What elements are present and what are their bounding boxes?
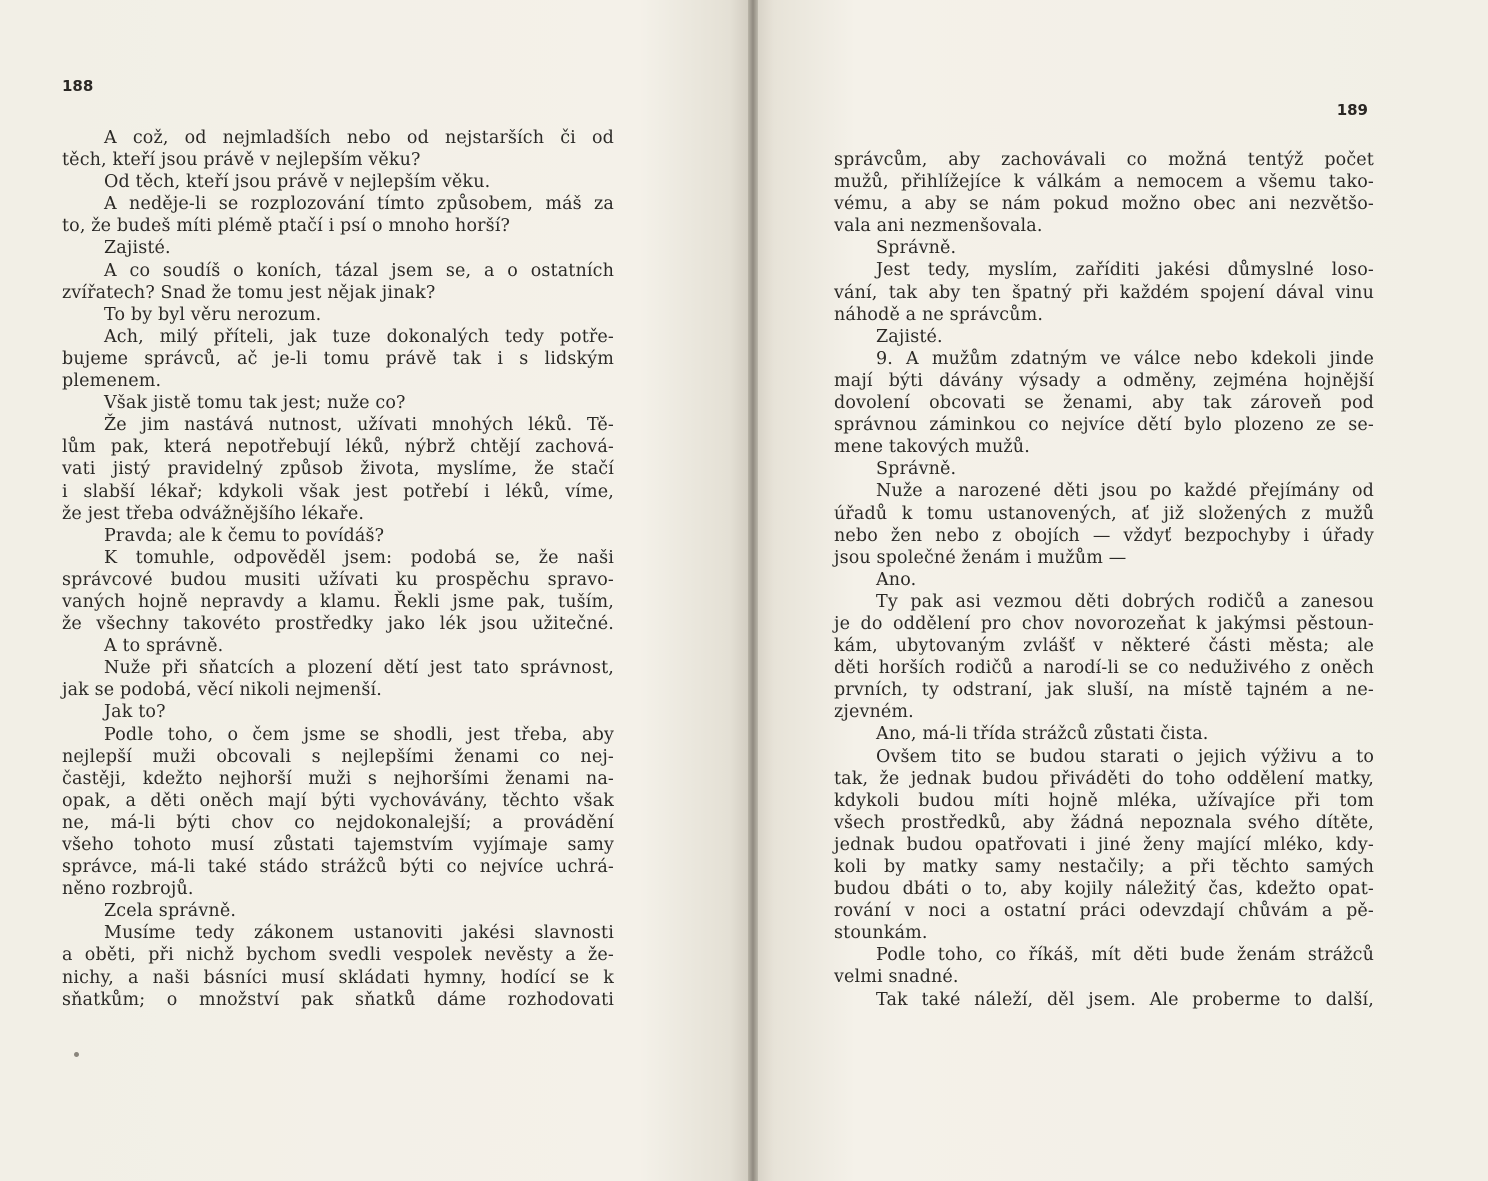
text-line: Podle toho, o čem jsme se shodli, jest třeba, aby — [104, 724, 614, 745]
text-line: všech prostředků, aby žádná nepoznala svého dítěte, — [834, 812, 1374, 833]
text-line: Nuže při sňatcích a plození dětí jest tato správnost, — [104, 658, 614, 679]
text-line: těch, kteří jsou právě v nejlepším věku? — [62, 150, 421, 171]
text-line: všeho tohoto musí zůstati tajemstvím vyjímaje samy — [62, 835, 614, 855]
text-line: i slabší lékař; kdykoli však jest potřebí i léků, víme, — [62, 481, 614, 502]
text-line: A to správně. — [104, 636, 224, 657]
text-line: ne, má-li býti chov co nejdokonalejší; a provádění — [62, 812, 614, 833]
text-line: nichy, a naši básníci musí skládati hymny, hodící se k — [62, 967, 614, 988]
text-line: dovolení obcovati se ženami, aby tak zároveň pod — [834, 393, 1374, 414]
text-line: Však jistě tomu tak jest; nuže co? — [104, 393, 406, 414]
text-line: Jak to? — [104, 702, 166, 723]
text-line: Podle toho, co říkáš, mít děti bude ženám strážců — [876, 945, 1374, 966]
text-line: správnou záminkou co nejvíce dětí bylo plozeno ze se- — [834, 415, 1374, 436]
text-line: že všechny takovéto prostředky jako lék jsou užitečné. — [62, 614, 614, 635]
text-line: náhodě a ne správcům. — [834, 304, 1044, 325]
text-line: A což, od nejmladších nebo od nejstarších či od — [104, 128, 614, 148]
text-line: Musíme tedy zákonem ustanoviti jakési slavnosti — [104, 923, 614, 944]
text-line: to, že budeš míti plémě ptačí i psí o mnoho horší? — [62, 216, 511, 237]
text-line: častěji, kdežto nejhorší muži s nejhoršími ženami na- — [62, 768, 614, 789]
text-line: správcům, aby zachovávali co možná tentýž počet — [834, 150, 1374, 170]
text-line: jak se podobá, věcí nikoli nejmenší. — [62, 680, 382, 701]
text-line: Ach, milý příteli, jak tuze dokonalých tedy potře- — [104, 326, 614, 347]
text-line: zjevném. — [834, 702, 914, 723]
text-line: mužů, přihlížejíce k válkám a nemocem a všemu tako- — [834, 172, 1374, 193]
text-line: A neděje-li se rozplozování tímto způsobem, máš za — [104, 194, 614, 215]
page-number: 189 — [1336, 101, 1368, 119]
text-line: tak, že jednak budou přiváděti do toho oddělení matky, — [834, 768, 1374, 789]
text-line: děti horších rodičů a narodí-li se co neduživého z oněch — [834, 658, 1374, 679]
text-line: lům pak, která nepotřebují léků, nýbrž chtějí zachová- — [62, 437, 614, 458]
text-line: mene takových mužů. — [834, 437, 1030, 458]
text-line: že jest třeba odvážnějšího lékaře. — [62, 503, 365, 524]
text-line: vání, tak aby ten špatný při každém spojení dával vinu — [834, 282, 1374, 303]
text-line: Zcela správně. — [104, 901, 237, 922]
text-line: Zajisté. — [876, 326, 943, 347]
text-line: správcové budou musiti užívati ku prospěchu spravo- — [62, 569, 614, 590]
ink-speck — [74, 1052, 79, 1057]
text-line: Ano, má-li třída strážců zůstati čista. — [876, 724, 1209, 745]
text-line: To by byl věru nerozum. — [104, 304, 322, 325]
text-line: budou dbáti o to, aby kojily náležitý čas, kdežto opat- — [834, 879, 1374, 900]
text-line: Pravda; ale k čemu to povídáš? — [104, 525, 385, 546]
text-line: vému, a aby se nám pokud možno obec ani nezvětšo- — [834, 194, 1374, 215]
text-line: jednak budou opatřovati i jiné ženy mající mléko, kdy- — [834, 834, 1374, 855]
text-line: něno rozbrojů. — [62, 879, 194, 900]
text-line: kdykoli budou míti hojně mléka, užívajíce při tom — [834, 790, 1374, 811]
text-line: kám, ubytovaným zvlášť v některé části města; ale — [834, 636, 1374, 657]
text-line: A co soudíš o koních, tázal jsem se, a o ostatních — [104, 260, 614, 281]
right-page — [752, 0, 1488, 1181]
text-line: Nuže a narozené děti jsou po každé přejímány od — [876, 481, 1374, 502]
text-line: je do oddělení pro chov novorozeňat k jakýmsi pěstoun- — [834, 613, 1374, 634]
text-line: rování v noci a ostatní práci odevzdají chůvám a pě- — [834, 901, 1374, 922]
text-line: Správně. — [876, 238, 957, 259]
text-line: a oběti, při nichž bychom svedli vespolek nevěsty a že- — [62, 945, 614, 966]
text-line: Ano. — [876, 569, 917, 590]
text-line: Tak také náleží, děl jsem. Ale proberme to další, — [876, 989, 1374, 1010]
text-line: nejlepší muži obcovali s nejlepšími ženami co nej- — [62, 746, 614, 767]
text-line: opak, a děti oněch mají býti vychovávány, těchto však — [62, 790, 614, 811]
text-line: bujeme správců, ač je-li tomu právě tak i s lidským — [62, 348, 614, 369]
text-line: vati jistý pravidelný způsob života, myslíme, že stačí — [62, 459, 614, 480]
text-line: Ovšem tito se budou starati o jejich výživu a to — [876, 746, 1374, 767]
text-block — [62, 127, 614, 1011]
text-line: sňatkům; o množství pak sňatků dáme rozhodovati — [62, 989, 614, 1010]
text-line: zvířatech? Snad že tomu jest nějak jinak? — [62, 282, 436, 303]
text-line: Zajisté. — [104, 238, 171, 259]
text-line: vala ani nezmenšovala. — [834, 216, 1043, 237]
text-line: správce, má-li také stádo strážců býti co nejvíce uchrá- — [62, 857, 614, 878]
text-line: prvních, ty odstraní, jak sluší, na místě tajném a ne- — [834, 680, 1374, 701]
text-line: mají býti dávány výsady a odměny, zejména hojnější — [834, 370, 1374, 391]
text-line: 9. A mužům zdatným ve válce nebo kdekoli jinde — [876, 348, 1374, 369]
text-line: nebo žen nebo z obojích — vždyť bezpochyby i úřady — [834, 525, 1374, 546]
text-line: úřadů k tomu ustanovených, ať již složených z mužů — [834, 503, 1374, 524]
text-line: Správně. — [876, 459, 957, 480]
text-line: velmi snadné. — [834, 967, 959, 988]
text-line: Od těch, kteří jsou právě v nejlepším věku. — [104, 172, 491, 193]
text-line: vaných hojně nepravdy a klamu. Řekli jsme pak, tuším, — [62, 591, 614, 612]
text-line: K tomuhle, odpověděl jsem: podobá se, že naši — [104, 547, 614, 568]
text-line: plemenem. — [62, 371, 162, 392]
book-gutter — [748, 0, 758, 1181]
text-line: jsou společné ženám i mužům — — [834, 547, 1127, 568]
text-line: Že jim nastává nutnost, užívati mnohých léků. Tě- — [104, 415, 614, 436]
page-number: 188 — [62, 77, 94, 95]
text-line: koli by matky samy nestačily; a při těchto samých — [834, 857, 1374, 877]
text-block — [834, 149, 1374, 1011]
text-line: Jest tedy, myslím, zaříditi jakési důmyslné loso- — [876, 260, 1374, 281]
text-line: stounkám. — [834, 923, 928, 944]
text-line: Ty pak asi vezmou děti dobrých rodičů a zanesou — [876, 591, 1374, 612]
